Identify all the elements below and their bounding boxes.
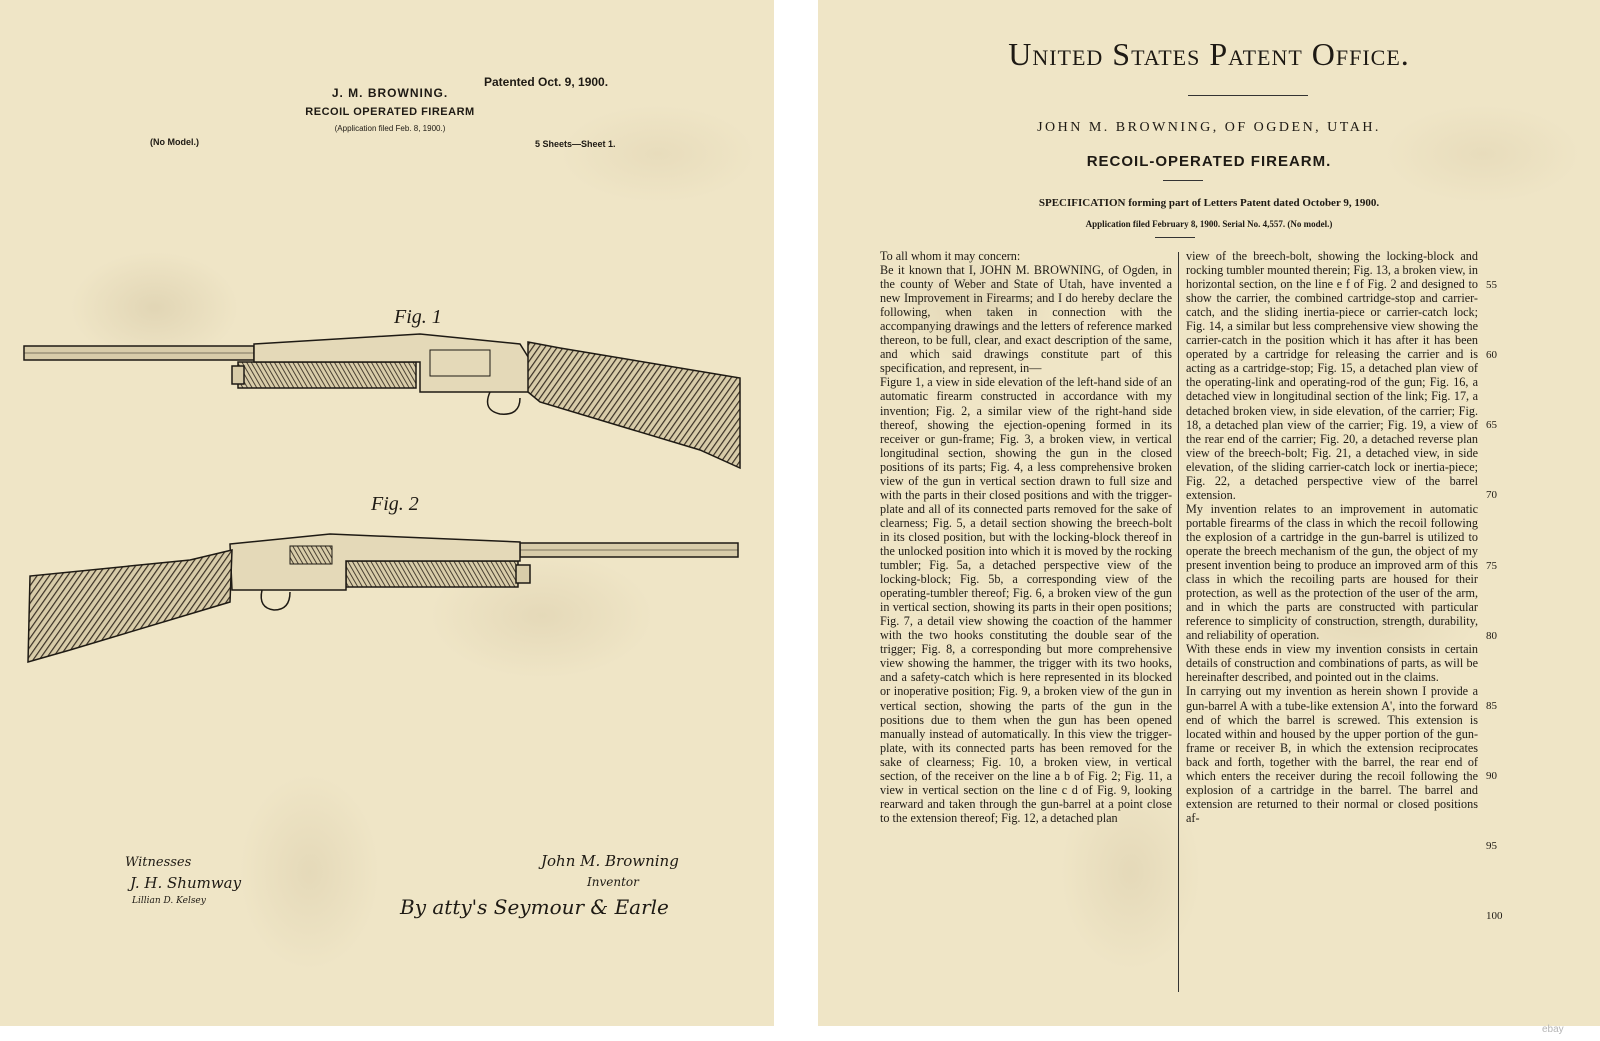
fig1-stock xyxy=(528,342,740,468)
fig2-trigger xyxy=(261,590,290,610)
text-column-right: view of the breech-bolt, showing the locking-block and rocking tumbler mounted therein; Fig. 13, a broken view, in horizontal section, on the line e f of Fig. 2 and designed to show the carrier, the combined cartridge-stop and carrier-catch, and the sliding inertia-piece or carrier-catch lock; Fig. 14, a similar but less comprehensive view showing the carrier-catch in the position which it has after it has been operated by a cartridge for releasing the carrier and is acting as a cartridge-stop; Fig. 15, a detached plan view of the operating-link and operating-rod of the gun; Fig. 16, a detached view in longitudinal section of the link; Fig. 17, a detached broken view, in side elevation, of the carrier; Fig. 18, a detached plan view of the carrier; Fig. 19, a view of the rear end of the carrier; Fig. 20, a detached reverse plan view of the breech-bolt; Fig. 21, a detached view, in side elevation, of the sliding carrier-catch lock or inertia-piece; Fig. 22, a detached perspective view of the barrel extension. My invention relates to an improvement in automatic portable firearms of the class in which the recoil following the explosion of a cartridge in the gun-barrel is utilized to operate the breech mechanism of the gun, the object of my present invention being to produce an improved arm of this class in which the recoiling parts are housed for their protection, as well as the protection of the user of the arm, and in which the parts are constructed with particular reference to simplicity of construction, strength, durability, and reliability of operation. With these ends in view my invention consists in certain details of construction and combinations of parts, as will be hereinafter described, and pointed out in the claims. In carrying out my invention as herein shown I provide a gun-barrel A with a tube-like extension A', into the forward end of which the barrel is screwed. This extension is located within and housed by the upper portion of the gun-frame or receiver B, in which the extension reciprocates back and forth, together with the barrel, the rear end of which enters the receiver during the recoil following the explosion of a cartridge in the barrel. The barrel and extension are returned to their normal or closed positions af- xyxy=(1186,249,1478,825)
line-number: 65 xyxy=(1486,419,1497,431)
line-number: 95 xyxy=(1486,840,1497,852)
patent-drawing-sheet xyxy=(0,0,774,1026)
line-number: 80 xyxy=(1486,630,1497,642)
witnesses-label: Witnesses xyxy=(125,855,192,870)
fig1-label: Fig. 1 xyxy=(394,306,442,328)
fig1-gun xyxy=(24,334,740,468)
line-number: 70 xyxy=(1486,489,1497,501)
fig2-ejection-port xyxy=(290,546,332,564)
line-number: 90 xyxy=(1486,770,1497,782)
witness-signature-2: Lillian D. Kelsey xyxy=(132,896,206,906)
model-note: (No Model.) xyxy=(150,137,199,147)
fig2-label: Fig. 2 xyxy=(371,493,419,515)
fig2-forend xyxy=(346,561,518,587)
text-column-left: To all whom it may concern: Be it known that I, JOHN M. BROWNING, of Ogden, in the county of Weber and State of Utah, have invented a new Improvement in Firearms; and I do hereby declare the following, when taken in connection with the accompanying drawings and the letters of reference marked thereon, to be full, clear, and exact description of the same, and which said drawings constitute part of this specification, and represent, in— Figure 1, a view in side elevation of the left-hand side of an automatic firearm constructed in accordance with my invention; Fig. 2, a similar view of the right-hand side thereof, showing the ejection-opening formed in its receiver or gun-frame; Fig. 3, a broken view, in vertical longitudinal section, showing the gun in the closed positions of its parts; Fig. 4, a less comprehensive broken view of the gun in vertical section drawn to full size and with the parts in their closed positions and with the trigger-plate and all of its connected parts removed for the sake of clearness; Fig. 5, a detail section showing the breech-bolt in its closed position, but with the locking-block thereof in the unlocked position into which it is moved by the rocking tumbler; Fig. 5a, a detached perspective view of the locking-block; Fig. 5b, a corresponding view of the operating-tumbler thereof; Fig. 6, a broken view of the gun in vertical section, showing its parts in their open positions; Fig. 7, a detail view showing the coaction of the hammer with the two hooks constituting the double sear of the trigger; Fig. 8, a corresponding but more comprehensive view showing the hammer, the trigger with its two hooks, and a safety-catch which is here represented in its blocked or inoperative position; Fig. 9, a broken view of the gun in vertical section, showing the parts of the gun in the positions due to them when the gun has been opened manually instead of automatically. In this view the trigger-plate, with its connected parts has been removed for the sake of clearness; Fig. 10, a broken view, in vertical section, of the receiver on the line a b of Fig. 2; Fig. 11, a view in vertical section on the line c d of Fig. 9, looking rearward and taken through the gun-barrel at a point close to the extension thereof; Fig. 12, a detached plan xyxy=(880,249,1172,825)
inventor-signature: John M. Browning xyxy=(541,852,679,870)
application-line: Application filed February 8, 1900. Serial No. 4,557. (No model.) xyxy=(1085,219,1333,229)
fig2-forend-cap xyxy=(516,565,530,583)
fig2-gun xyxy=(28,534,738,662)
line-number: 55 xyxy=(1486,279,1497,291)
title-rule xyxy=(1163,180,1203,181)
invention-title: RECOIL-OPERATED FIREARM. xyxy=(1086,153,1332,170)
inventor-label: Inventor xyxy=(587,875,639,889)
office-title: United States Patent Office. xyxy=(1008,36,1410,72)
application-filed-date: (Application filed Feb. 8, 1900.) xyxy=(334,124,446,133)
line-number: 85 xyxy=(1486,700,1497,712)
column-divider xyxy=(1178,252,1179,992)
attorneys-signature: By atty's Seymour & Earle xyxy=(400,895,669,919)
line-number: 100 xyxy=(1486,910,1503,922)
fig1-trigger xyxy=(488,392,520,414)
specification-line: SPECIFICATION forming part of Letters Patent dated October 9, 1900. xyxy=(1038,197,1380,209)
title-rule xyxy=(1155,237,1195,238)
patent-text-sheet xyxy=(818,0,1600,1026)
inventor-line: JOHN M. BROWNING, OF OGDEN, UTAH. xyxy=(1037,120,1381,135)
fig1-forend xyxy=(238,362,416,388)
title-rule xyxy=(1188,95,1308,96)
patented-date: Patented Oct. 9, 1900. xyxy=(484,75,609,89)
line-number: 75 xyxy=(1486,560,1497,572)
fig1-forend-cap xyxy=(232,366,244,384)
witness-signature-1: J. H. Shumway xyxy=(130,874,242,892)
line-number: 60 xyxy=(1486,349,1497,361)
sheet-count: 5 Sheets—Sheet 1. xyxy=(535,139,616,149)
drawing-title: RECOIL OPERATED FIREARM xyxy=(305,106,475,118)
patentee-name: J. M. BROWNING. xyxy=(331,86,449,100)
watermark: ebay xyxy=(1542,1024,1564,1035)
fig2-stock xyxy=(28,550,232,662)
